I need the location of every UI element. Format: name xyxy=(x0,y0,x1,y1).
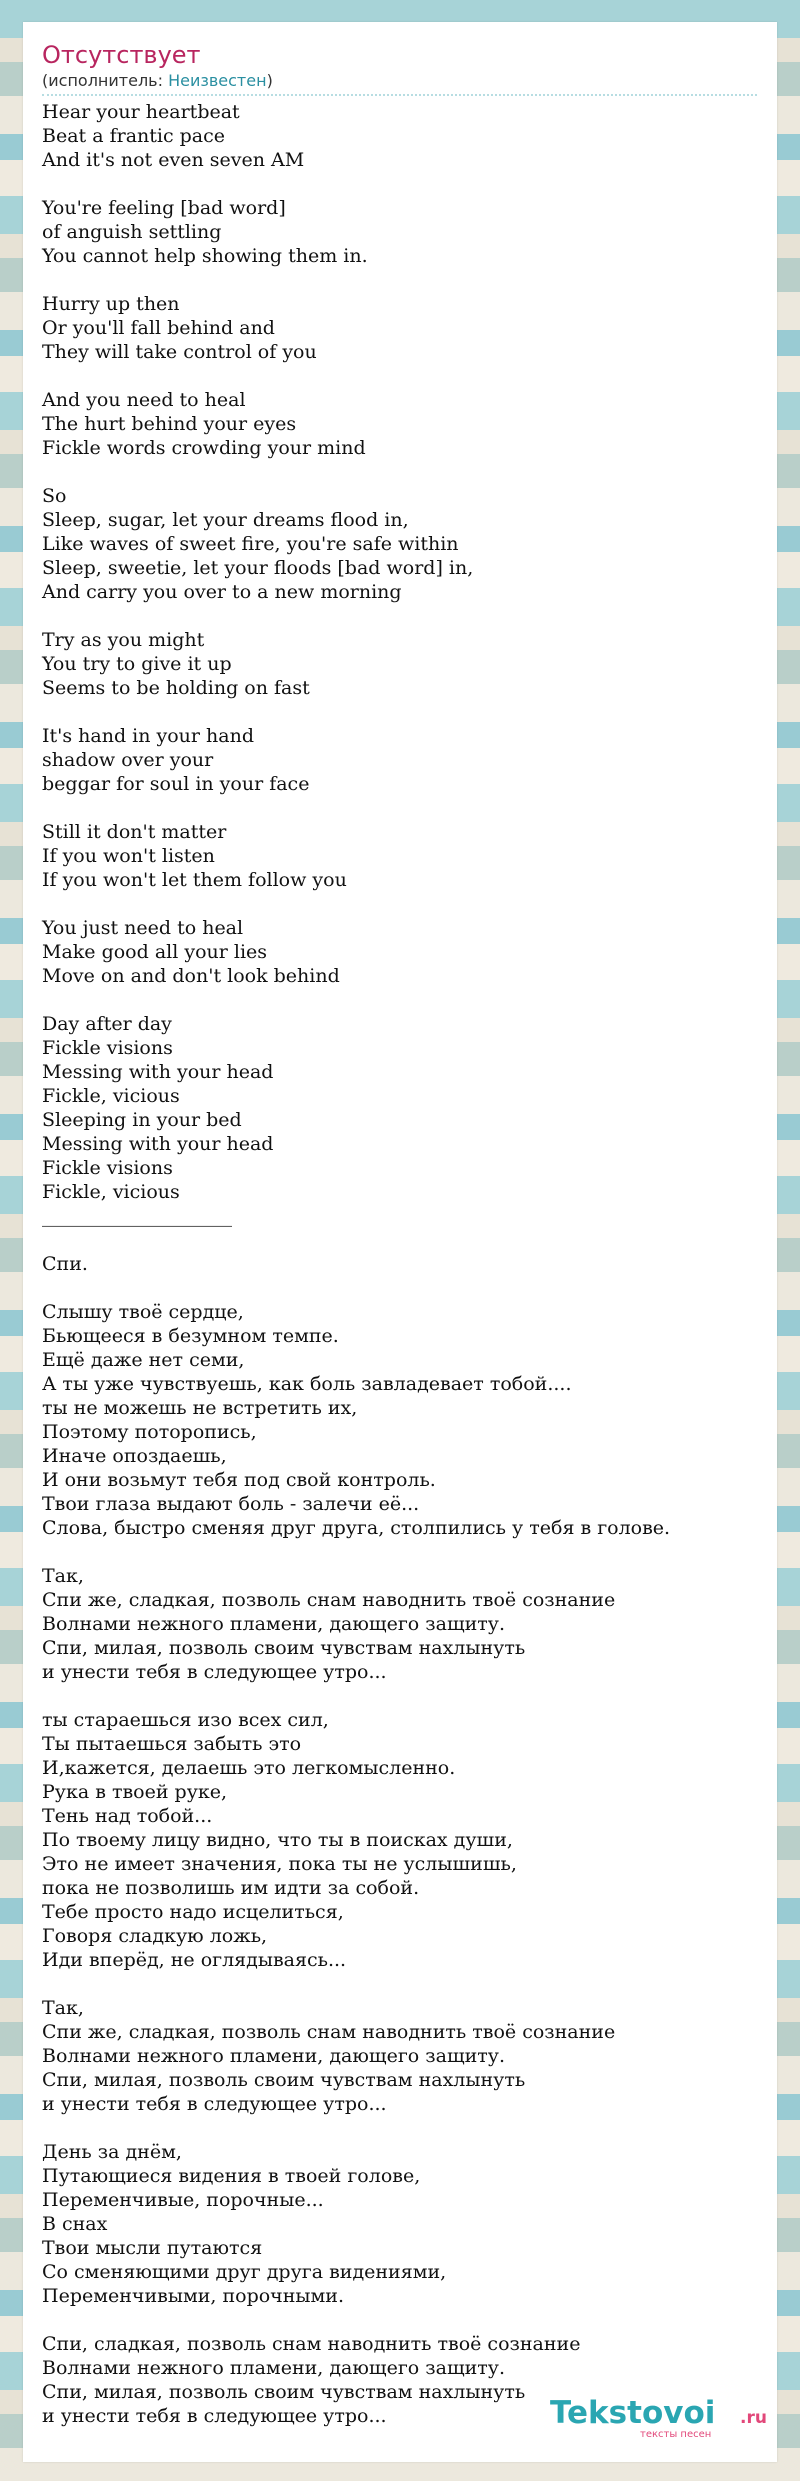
lyrics-card xyxy=(23,22,777,2462)
artist-suffix: ) xyxy=(266,71,273,90)
logo-tagline: тексты песен xyxy=(640,2429,712,2440)
logo-tld: .ru xyxy=(740,2408,767,2428)
logo-brand: Tekstovoi xyxy=(550,2395,716,2431)
lyrics-text: Hear your heartbeat Beat a frantic pace And it's not even seven AM You're feeling [bad word] of anguish settling You cannot help showing them in. Hurry up then Or you'll fall behind and They will take control of you And you need to heal The hurt behind your eyes Fickle words crowding your mind So Sleep, sugar, let your dreams flood in, Like waves of sweet fire, you're safe within Sleep, sweetie, let your floods [bad word] in, And carry you over to a new morning Try as you might You try to give it up Seems to be holding on fast It's hand in your hand shadow over your beggar for soul in your face Still it don't matter If you won't listen If you won't let them follow you You just need to heal Make good all your lies Move on and don't look behind Day after day Fickle visions Messing with your head Fickle, vicious Sleeping in your bed Messing with your head Fickle visions Fickle, vicious ____________________ Спи. Слышу твоё сердце, Бьющееся в безумном темпе. Ещё даже нет семи, А ты уже чувствуешь, как боль завладевает тобой.... ты не можешь не встретить их, Поэтому поторопись, Иначе опоздаешь, И они возьмут тебя под свой контроль. Твои глаза выдают боль - залечи её... Слова, быстро сменяя друг друга, столпились у тебя в голове. Так, Спи же, сладкая, позволь снам наводнить твоё сознание Волнами нежного пламени, дающего защиту. Спи, милая, позволь своим чувствам нахлынуть и унести тебя в следующее утро... ты стараешься изо всех сил, Ты пытаешься забыть это И,кажется, делаешь это легкомысленно. Рука в твоей руке, Тень над тобой... По твоему лицу видно, что ты в поисках души, Это не имеет значения, пока ты не услышишь, пока не позволишь им идти за собой. Тебе просто надо исцелиться, Говоря сладкую ложь, Иди вперёд, не оглядываясь... Так, Спи же, сладкая, позволь снам наводнить твоё сознание Волнами нежного пламени, дающего защиту. Спи, милая, позволь своим чувствам нахлынуть и унести тебя в следующее утро... День за днём, Путающиеся видения в твоей голове, Переменчивые, порочные... В снах Твои мысли путаются Со сменяющими друг друга видениями, Переменчивыми, порочными. Спи, сладкая, позволь снам наводнить твоё сознание Волнами нежного пламени, дающего защиту. Спи, милая, позволь своим чувствам нахлынуть и унести тебя в следующее утро... xyxy=(42,101,671,2427)
artist-link[interactable]: Неизвестен xyxy=(168,71,267,90)
tekstovoi-logo[interactable] xyxy=(548,2390,778,2445)
title-divider xyxy=(42,94,757,96)
artist-line xyxy=(42,71,273,91)
artist-prefix: (исполнитель: xyxy=(42,71,169,90)
song-title: Отсутствует xyxy=(42,41,201,69)
